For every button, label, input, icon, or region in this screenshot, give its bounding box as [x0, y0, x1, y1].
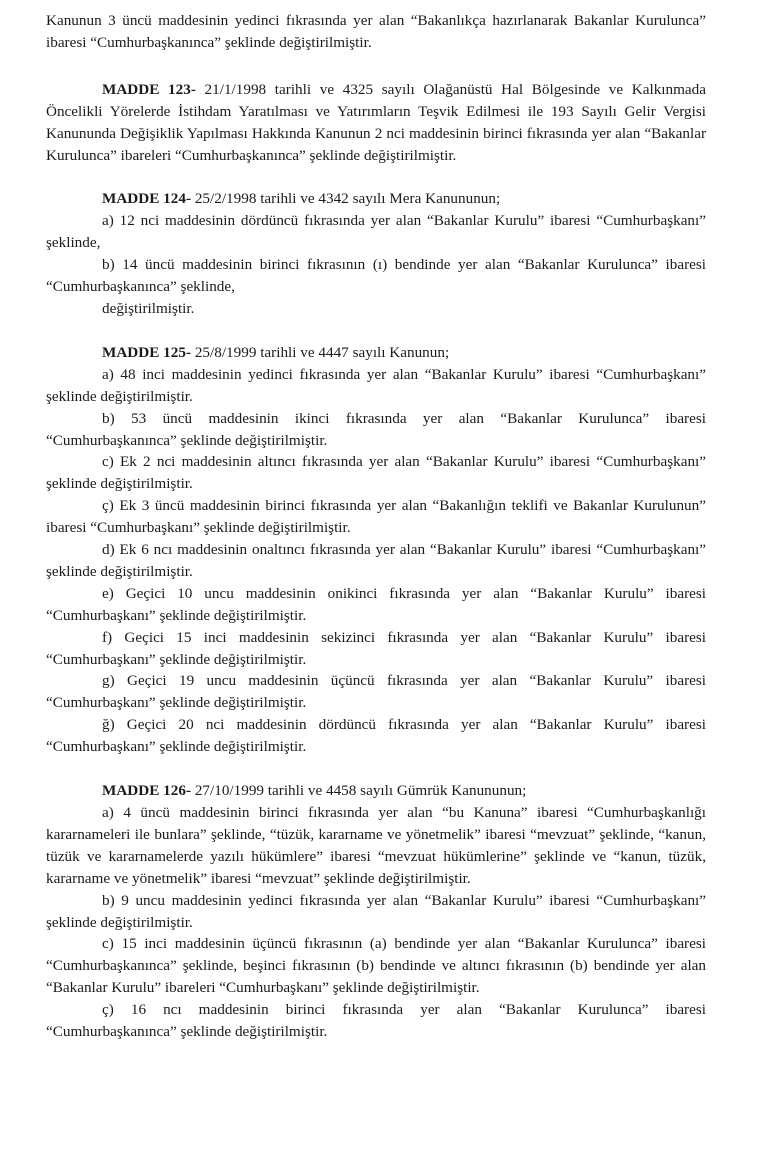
article-125-item-e: e) Geçici 10 uncu maddesinin onikinci fıkrasında yer alan “Bakanlar Kurulu” ibaresi “Cumhurbaşkanı” şeklinde değiştirilmiştir. — [46, 584, 706, 624]
article-125 — [46, 342, 706, 364]
article-125-text: 25/8/1999 tarihli ve 4447 sayılı Kanunun; — [191, 343, 450, 361]
article-125-item-c: c) Ek 2 nci maddesinin altıncı fıkrasında yer alan “Bakanlar Kurulu” ibaresi “Cumhurbaşkanı” şeklinde değiştirilmiştir. — [46, 453, 706, 493]
article-125-item-g: g) Geçici 19 uncu maddesinin üçüncü fıkrasında yer alan “Bakanlar Kurulu” ibaresi “Cumhurbaşkanı” şeklinde değiştirilmiştir. — [46, 672, 706, 712]
article-126-item-b: b) 9 uncu maddesinin yedinci fıkrasında yer alan “Bakanlar Kurulu” ibaresi “Cumhurbaşkanı” şeklinde değiştirilmiştir. — [46, 891, 706, 931]
article-125-heading: MADDE 125- — [102, 343, 192, 361]
article-125-item-g-breve: ğ) Geçici 20 nci maddesinin dördüncü fıkrasında yer alan “Bakanlar Kurulu” ibaresi “Cumhurbaşkanı” şeklinde değiştirilmiştir. — [46, 716, 706, 756]
article-123 — [46, 79, 706, 167]
article-124-item-a: a) 12 nci maddesinin dördüncü fıkrasında yer alan “Bakanlar Kurulu” ibaresi “Cumhurbaşkanı” şeklinde, — [46, 212, 706, 252]
article-126-item-c-cedilla: ç) 16 ncı maddesinin birinci fıkrasında yer alan “Bakanlar Kurulunca” ibaresi “Cumhurbaşkanınca” şeklinde değiştirilmiştir. — [46, 1001, 706, 1041]
article-124-heading: MADDE 124- — [102, 190, 192, 208]
article-126 — [46, 780, 706, 802]
article-124-text: 25/2/1998 tarihli ve 4342 sayılı Mera Kanununun; — [191, 190, 501, 208]
article-126-text: 27/10/1999 tarihli ve 4458 sayılı Gümrük Kanununun; — [191, 782, 527, 800]
article-125-item-c-cedilla: ç) Ek 3 üncü maddesinin birinci fıkrasında yer alan “Bakanlığın teklifi ve Bakanlar Kurulunun” ibaresi “Cumhurbaşkanı” şeklinde değiştirilmiştir. — [46, 497, 706, 537]
intro-paragraph: Kanunun 3 üncü maddesinin yedinci fıkrasında yer alan “Bakanlıkça hazırlanarak Bakanlar Kurulunca” ibaresi “Cumhurbaşkanınca” şeklinde değiştirilmiştir. — [46, 12, 706, 51]
article-125-item-f: f) Geçici 15 inci maddesinin sekizinci fıkrasında yer alan “Bakanlar Kurulu” ibaresi “Cumhurbaşkanı” şeklinde değiştirilmiştir. — [46, 628, 706, 668]
article-123-text: 21/1/1998 tarihli ve 4325 sayılı Olağanüstü Hal Bölgesinde ve Kalkınmada Öncelikli Yörelerde İstihdam Yaratılması ve Yatırımların Teşvik Edilmesi ile 193 Sayılı Gelir Vergisi Kanununda Değişiklik Yapılması Hakkında Kanunun 2 nci maddesinin birinci fıkrasında yer alan “Bakanlar Kurulunca” ibareleri “Cumhurbaşkanınca” şeklinde değiştirilmiştir. — [46, 80, 706, 164]
document-page — [46, 10, 706, 1043]
article-124 — [46, 188, 706, 210]
article-124-item-b: b) 14 üncü maddesinin birinci fıkrasının (ı) bendinde yer alan “Bakanlar Kurulunca” ibaresi “Cumhurbaşkanınca” şeklinde, — [46, 256, 706, 296]
article-126-item-a: a) 4 üncü maddesinin birinci fıkrasında yer alan “bu Kanuna” ibaresi “Cumhurbaşkanlığı kararnameleri ile bunlara” şeklinde, “tüzük, kararname ve yönetmelik” ibaresi “mevzuat” şeklinde, “kanun, tüzük ve kararnamelerde yazılı hükümlere” ibaresi “mevzuat hükümlerine” şeklinde ve “kanun, tüzük, kararname ve yönetmelik” ibaresi “mevzuat” şeklinde değiştirilmiştir. — [46, 804, 706, 887]
article-123-heading: MADDE 123- — [102, 80, 196, 98]
article-125-item-a: a) 48 inci maddesinin yedinci fıkrasında yer alan “Bakanlar Kurulu” ibaresi “Cumhurbaşkanı” şeklinde değiştirilmiştir. — [46, 365, 706, 405]
article-124-closing: değiştirilmiştir. — [102, 299, 195, 317]
article-126-item-c: c) 15 inci maddesinin üçüncü fıkrasının (a) bendinde yer alan “Bakanlar Kurulunca” ibaresi “Cumhurbaşkanınca” şeklinde, beşinci fıkrasının (b) bendinde ve altıncı fıkrasının (b) bendinde yer alan “Bakanlar Kurulu” ibareleri “Cumhurbaşkanı” şeklinde değiştirilmiştir. — [46, 935, 706, 997]
article-126-heading: MADDE 126- — [102, 782, 192, 800]
article-125-item-b: b) 53 üncü maddesinin ikinci fıkrasında yer alan “Bakanlar Kurulunca” ibaresi “Cumhurbaşkanınca” şeklinde değiştirilmiştir. — [46, 409, 706, 449]
article-125-item-d: d) Ek 6 ncı maddesinin onaltıncı fıkrasında yer alan “Bakanlar Kurulu” ibaresi “Cumhurbaşkanı” şeklinde değiştirilmiştir. — [46, 541, 706, 580]
